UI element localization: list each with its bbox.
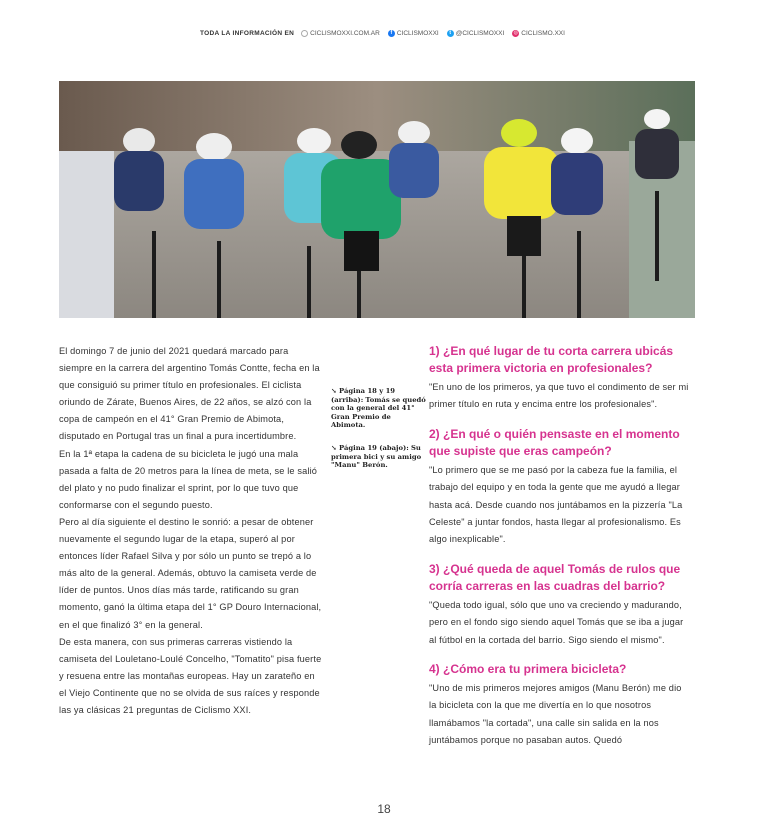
qa-item [429, 561, 691, 649]
article-paragraph: En la 1ª etapa la cadena de su bicicleta le jugó una mala pasada a falta de 20 metros para la línea de meta, se le salió del plato y no pudo finalizar el sprint, por lo que tuvo que conformarse con el segundo puesto. [59, 448, 318, 510]
header-facebook-text: CICLISMOXXI [396, 29, 439, 37]
header-twitter-link[interactable] [447, 30, 505, 37]
header-website-text: CICLISMOXXI.COM.AR [310, 29, 380, 37]
facebook-icon: f [388, 30, 395, 37]
qa-question: 2) ¿En qué o quién pensaste en el momento que supiste que eras campeón? [429, 426, 680, 458]
header-lead: TODA LA INFORMACIÓN EN [200, 29, 295, 37]
caption-label: ↘ Página 19 (abajo): [331, 444, 409, 452]
qa-question: 4) ¿Cómo era tu primera bicicleta? [429, 662, 627, 677]
qa-answer: "Lo primero que se me pasó por la cabeza fue la familia, el trabajo del equipo y en toda la gente que me ayudó a llegar hasta acá. Desde cuando nos juntábamos en la pizzería "La Celeste" a juntar fondos, hasta llegar al profesionalismo. Es algo inexplicable". [429, 464, 683, 545]
photo-caption-bottom [331, 444, 427, 470]
qa-answer: "Queda todo igual, sólo que uno va creciendo y madurando, pero en el fondo sigo siendo aquel Tomás que se iba a jugar al fútbol en la cortada del barrio. Sigo siendo el mismo". [429, 599, 684, 645]
article-paragraph: Pero al día siguiente el destino le sonrió: a pesar de obtener nuevamente el segundo lugar de la etapa, superó al por entonces líder Rafael Silva y por sólo un punto se trepó a lo más alto de la general. Además, obtuvo la camiseta verde de líder de puntos. Unos días más tarde, ratificando su gran momento, ganó la última etapa del 1° GP Douro Internacional, en el que finalizó 3° en la general. [59, 516, 322, 630]
header-instagram-text: CICLISMO.XXI [521, 29, 565, 37]
article-paragraph: De esta manera, con sus primeras carreras vistiendo la camiseta del Louletano-Loulé Concelho, "Tomatito" pisa fuerte y resuena entre las montañas europeas. Hay un zarateño en el Viejo Continente que no se olvida de sus raíces y responde las ya clásicas 21 preguntas de Ciclismo XXI. [59, 636, 322, 715]
qa-item [429, 661, 691, 750]
page-header [0, 26, 768, 40]
header-facebook-link[interactable] [388, 30, 439, 37]
qa-question: 3) ¿Qué queda de aquel Tomás de rulos que corría carreras en las cuadras del barrio? [429, 561, 681, 593]
instagram-icon: ◎ [513, 29, 518, 36]
twitter-icon: t [447, 30, 454, 37]
qa-section [429, 343, 691, 762]
photo-caption-top [331, 387, 427, 430]
header-website-link[interactable] [301, 30, 380, 37]
qa-question: 1) ¿En qué lugar de tu corta carrera ubicás esta primera victoria en profesionales? [429, 344, 674, 375]
qa-item [429, 343, 691, 414]
article-body [59, 343, 324, 719]
header-twitter-text: @CICLISMOXXI [455, 29, 505, 37]
caption-label: ↘ Página 18 y 19 (arriba): [331, 387, 396, 404]
qa-item [429, 426, 691, 549]
globe-icon [301, 30, 308, 37]
page-number: 18 [377, 802, 391, 816]
header-instagram-link[interactable] [512, 30, 565, 37]
article-paragraph: El domingo 7 de junio del 2021 quedará marcado para siempre en la carrera del argentino Tomás Contte, fecha en la que consiguió su primer título en profesionales. El ciclista oriundo de Zárate, Buenos Aires, de 22 años, se alzó con la copa de campeón en el 41° Gran Premio de Abimota, disputado en Portugal tras un final a pura incertidumbre. [59, 346, 320, 442]
cyclists-sprint-photo [59, 81, 695, 318]
caption-text: Tomás se quedó con la general del 41° Gran Premio de Abimota. [331, 395, 426, 429]
caption-text: Su primera bici y su amigo "Manu" Berón. [331, 444, 422, 469]
qa-answer: "En uno de los primeros, ya que tuvo el condimento de ser mi primer título en ruta y encima entre los profesionales". [429, 382, 689, 410]
qa-answer: "Uno de mis primeros mejores amigos (Manu Berón) me dio la bicicleta con la que me divertía en lo que nosotros llamábamos "la cortada", una calle sin salida en la nos juntábamos porque no pasaban autos. Quedó [429, 683, 682, 746]
photo-illustration [59, 81, 695, 318]
